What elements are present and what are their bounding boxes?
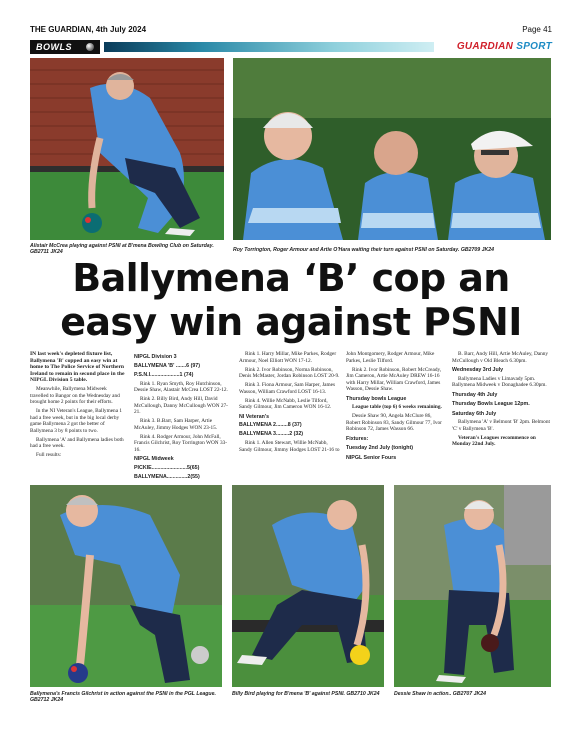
rink-result: Rink 3. B.Barr, Sam Harper, Artie McAuley, Jimmy Hodges WON 23-15. bbox=[134, 418, 218, 431]
rink-result: Rink 2. Billy Bird, Andy Hill, David McCullough, Danny McCullough WON 27-21. bbox=[134, 396, 228, 415]
brand-guardian: GUARDIAN bbox=[456, 41, 514, 52]
column-4 bbox=[346, 351, 444, 463]
headline-line-1: Ballymena ‘B’ cop an bbox=[72, 256, 510, 300]
photo-billy-bird bbox=[232, 485, 384, 687]
subheading: Saturday 6th July bbox=[452, 410, 497, 417]
paragraph: Meanwhile, Ballymena Midweek travelled to Bangor on the Wednesday and brought home 2 points for their efforts. bbox=[30, 386, 120, 405]
article-headline bbox=[30, 256, 552, 344]
rink-result: Rink 4. Rodger Armour, John McFall, Francis Gilchrist, Roy Torrington WON 33-16. bbox=[134, 433, 228, 453]
caption-top-left: Alistair McCrea playing against PSNI at B'mena Bowling Club on Saturday. GB2711 JK24 bbox=[30, 243, 214, 256]
paragraph: In the NI Veteran's League, Ballymena 1 had a free week, but in the big local derby game Ballymena 2 got the better of Ballymena 3 by 8 points to two. bbox=[30, 408, 123, 434]
rink-result: Rink 2. Ivor Robinson, Norma Robinson, Denis McMaster, Jordan Robinson LOST 20-9. bbox=[239, 366, 340, 379]
article-lead: IN last week's depleted fixture list, Ballymena 'B' copped an easy win at home to The Police Service of Northern Ireland to remain in second place in the NIPGL Division 5 table. bbox=[30, 351, 125, 383]
score-line: PICKIE........................5(65) bbox=[134, 464, 200, 471]
column-1 bbox=[30, 351, 126, 461]
photo-francis-gilchrist bbox=[30, 485, 222, 687]
paragraph: Veteran's Leagues recommence on Monday 22nd July. bbox=[452, 434, 536, 447]
bowls-section-tag bbox=[30, 40, 100, 54]
score-line: BALLYMENA 2........8 (37) bbox=[239, 422, 302, 428]
page-number: Page 41 bbox=[522, 25, 552, 34]
caption-bottom-mid: Billy Bird playing for B'mena 'B' against PSNI. GB2710 JK24 bbox=[232, 691, 380, 697]
column-3 bbox=[239, 351, 340, 456]
midweek-heading: NIPGL Midweek bbox=[134, 456, 174, 462]
column-2 bbox=[134, 351, 232, 483]
score-line: BALLYMENA 3.........2 (32) bbox=[239, 431, 304, 437]
paragraph: Ballymena 'A' v Belmont 'B' 2pm. Belmont 'C' v Ballymena 'B'. bbox=[452, 419, 550, 432]
caption-bottom-right: Dessie Shaw in action.. GB2707 JK24 bbox=[394, 691, 486, 697]
paragraph: Full results: bbox=[36, 452, 62, 458]
article-body bbox=[30, 351, 552, 480]
photo-three-players-waiting bbox=[233, 58, 551, 240]
rink-result: Rink 1. Harry Millar, Mike Parkes, Rodger Armour, Noel Elliott WON 17-12. bbox=[239, 351, 337, 364]
column-5 bbox=[452, 351, 552, 450]
rink-result: Rink 4. Willie McNabb, Leslie Tilford, Sandy Gilmour, Jim Cameron WON 16-12. bbox=[239, 397, 332, 410]
subheading: NIPGL Senior Fours bbox=[346, 454, 397, 461]
banner-stripe bbox=[104, 42, 434, 52]
subheading: Thursday bowls League bbox=[346, 395, 407, 402]
subheading: Wednesday 3rd July bbox=[452, 367, 504, 373]
photo-alistair-mccrea bbox=[30, 58, 224, 240]
score-line: P.S.N.I....................1 (74) bbox=[134, 371, 194, 378]
paragraph: Dessie Shaw 90, Angela McClure 86, Robert Robinson 83, Sandy Gilmour 77, Ivor Robinson 72, James Wasson 66. bbox=[346, 413, 442, 432]
paragraph: John Montgomery, Rodger Armour, Mike Parkes, Leslie Tilford. bbox=[346, 351, 435, 364]
paragraph: League table (top 6) 6 weeks remaining. bbox=[352, 404, 442, 410]
section-label: BOWLS bbox=[36, 42, 72, 52]
rink-result: Rink 1. Ryan Smyth, Roy Hutchinson, Dessie Shaw, Alastair McCrea LOST 22-12. bbox=[134, 380, 228, 393]
paragraph: B. Barr, Andy Hill, Artie McAuley, Danny McCullough v Old Bleach 6.30pm. bbox=[452, 351, 549, 364]
score-line: BALLYMENA 'B' .......6 (97) bbox=[134, 362, 200, 369]
caption-bottom-left: Ballymena's Francis Gilchrist in action against the PSNI in the PGL League. GB2712 JK24 bbox=[30, 691, 216, 704]
rink-result: Rink 3. Fiona Armour, Sam Harper, James Wasson, William Crawford LOST 16-13. bbox=[239, 382, 336, 395]
paragraph: Ballymena 'A' and Ballymena ladies both had a free week. bbox=[30, 436, 124, 449]
guardian-sport-logo bbox=[457, 40, 552, 54]
headline-line-2: easy win against PSNI bbox=[60, 300, 522, 344]
publication-date: THE GUARDIAN, 4th July 2024 bbox=[30, 25, 147, 34]
subheading: Tuesday 2nd July (tonight) bbox=[346, 445, 413, 451]
page-header bbox=[30, 25, 552, 37]
rink-result: Rink 1. Allen Stewart, Willie McNabb, Sandy Gilmour, Jimmy Hodges LOST 21-16 to bbox=[239, 440, 340, 453]
bowl-ball-icon bbox=[86, 43, 94, 51]
paragraph: Ballymena Ladies v Limavady 5pm. Ballymena Midweek v Donaghadee 6.30pm. bbox=[452, 375, 547, 388]
subheading: Fixtures: bbox=[346, 435, 369, 442]
subheading: Thursday Bowls League 12pm. bbox=[452, 401, 530, 407]
photo-dessie-shaw bbox=[394, 485, 551, 687]
section-banner bbox=[30, 40, 552, 54]
division-heading: NIPGL Division 3 bbox=[134, 354, 177, 360]
veterans-heading: NI Veteran's bbox=[239, 413, 270, 420]
score-line: BALLYMENA..............2(55) bbox=[134, 473, 200, 480]
caption-top-right: Roy Torrington, Roger Armour and Artie O'Hara waiting their turn against PSNI on Saturday. GB2709 JK24 bbox=[233, 247, 495, 253]
brand-sport: SPORT bbox=[516, 41, 552, 52]
paragraph: Rink 2. Ivor Robinson, Robert McCready, Jim Cameron, Artie McAuley DREW 16-16 with Harry Millar, William Crawford, James Wasson, Dessie Shaw. bbox=[346, 366, 442, 392]
subheading: Thursday 4th July bbox=[452, 391, 498, 398]
